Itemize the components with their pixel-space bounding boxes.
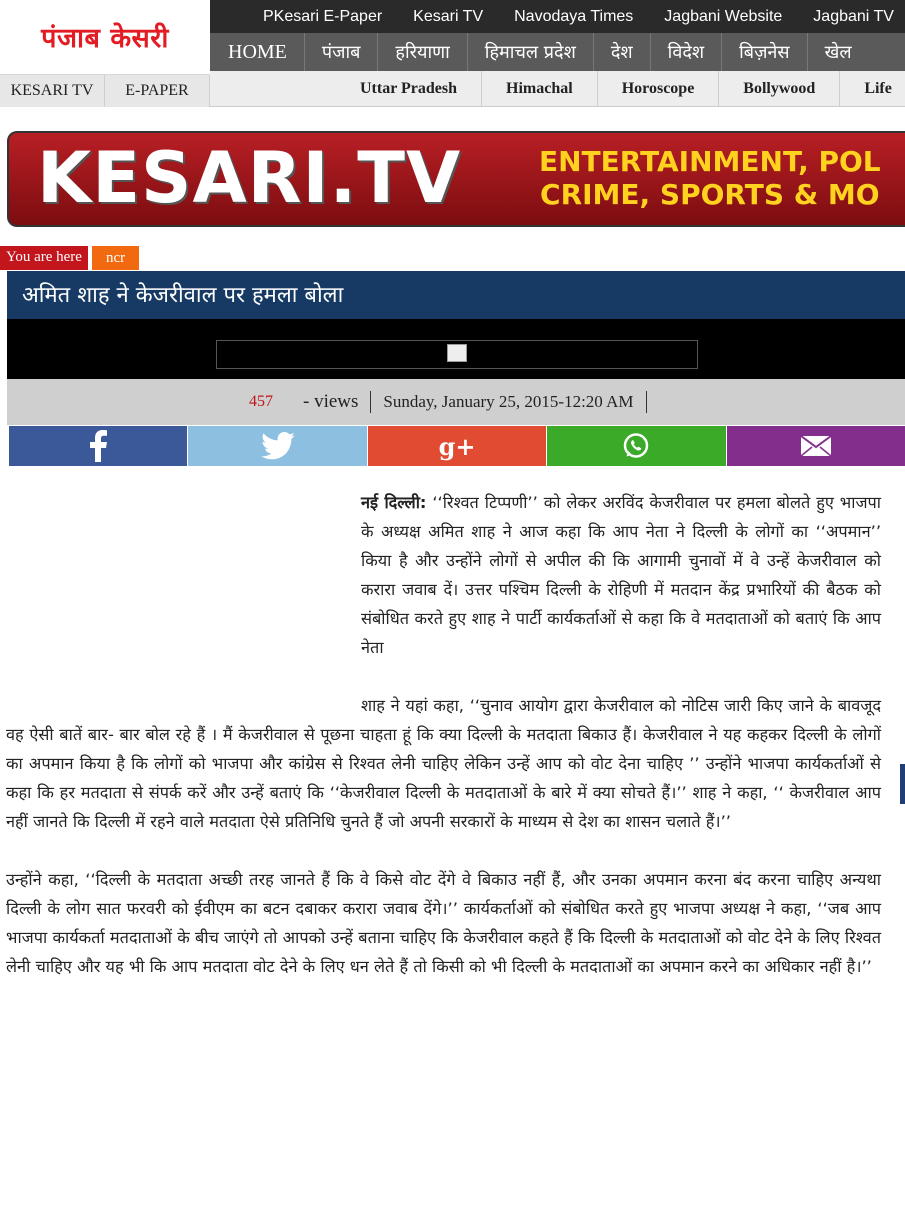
share-buttons (9, 426, 905, 466)
top-link-jagbani-website[interactable]: Jagbani Website (664, 7, 783, 25)
share-google-plus-button[interactable] (368, 426, 546, 466)
article-body (6, 488, 881, 981)
nav-home[interactable]: HOME (210, 33, 305, 71)
subnav-life[interactable]: Life (864, 79, 892, 97)
tab-kesari-tv[interactable]: KESARI TV (0, 75, 105, 107)
share-whatsapp-button[interactable] (547, 426, 725, 466)
breadcrumb-label: You are here (0, 246, 88, 270)
top-link-kesari-tv[interactable]: Kesari TV (413, 7, 484, 25)
twitter-icon (261, 432, 295, 460)
nav-himachal-pradesh[interactable]: हिमाचल प्रदेश (468, 33, 594, 71)
top-link-navodaya-times[interactable]: Navodaya Times (514, 7, 634, 25)
logo-text: पंजाब केसरी (41, 22, 169, 54)
subnav-uttar-pradesh[interactable]: Uttar Pradesh (210, 71, 482, 106)
kesari-tv-banner[interactable] (7, 131, 905, 227)
nav-desh[interactable]: देश (594, 33, 651, 71)
article-paragraph: नई दिल्ली: ‘‘रिश्वत टिप्पणी’’ को लेकर अरविंद केजरीवाल पर हमला बोलते हुए भाजपा के अध्यक्ष अमित शाह ने आज कहा कि आप नेता ने दिल्ली के लोगों का ‘‘अपमान’’ किया है और उन्होंने लोगों से अपील की कि आगामी चुनावों में वे उन्हें केजरीवाल को करारा जवाब दें। उत्तर पश्चिम दिल्ली के रोहिणी में मतदान केंद्र प्रभारियों की बैठक को संबोधित करते हुए शाह ने पार्टी कार्यकर्ताओं से कहा कि वे मतदाताओं को बताएं कि आप नेता (361, 493, 881, 657)
top-link-pkesari-epaper[interactable]: PKesari E-Paper (263, 7, 383, 25)
views-label: - views (303, 391, 359, 412)
article-title-bar (7, 271, 905, 319)
tab-e-paper[interactable]: E-PAPER (105, 75, 210, 107)
views-count: 457 (249, 393, 273, 410)
facebook-icon (87, 430, 109, 462)
meta-divider (370, 391, 371, 413)
share-email-button[interactable] (727, 426, 905, 466)
banner-brand: KESARI.TV (37, 137, 462, 219)
left-tabs (0, 74, 210, 107)
nav-business[interactable]: बिज़नेस (722, 33, 807, 71)
article-title: अमित शाह ने केजरीवाल पर हमला बोला (22, 283, 344, 308)
article-dateline: नई दिल्ली: (361, 493, 427, 512)
top-link-jagbani-tv[interactable]: Jagbani TV (813, 7, 894, 25)
main-nav (210, 33, 905, 71)
google-plus-icon: g+ (438, 431, 476, 461)
breadcrumb (0, 246, 139, 270)
nav-videsh[interactable]: विदेश (651, 33, 722, 71)
article-paragraph: उन्होंने कहा, ‘‘दिल्ली के मतदाता अच्छी तरह जानते हैं कि वे किसे वोट देंगे वे बिकाउ नहीं हैं, और उनका अपमान करना बंद करना चाहिए अन्यथा दिल्ली के लोग सात फरवरी को ईवीएम का बटन दबाकर करारा जवाब देंगे।’’ कार्यकर्ताओं को संबोधित करते हुए भाजपा अध्यक्ष ने कहा, ‘‘जब आप भाजपा कार्यकर्ता मतदाताओं के बीच जाएंगे तो आपको उन्हें बताना चाहिए कि केजरीवाल कहते हैं कि दिल्ली के मतदाताओं को वोट देने के लिए रिश्वत लेनी चाहिए और यह भी कि आप मतदाता वोट देने के लिए धन लेते हैं तो किसी को भी दिल्ली के मतदाताओं का अपमान करने का अधिकार नहीं है।’’ (6, 870, 881, 976)
article-meta (7, 379, 905, 425)
site-header (0, 0, 905, 106)
subnav-horoscope[interactable]: Horoscope (598, 71, 720, 106)
video-area (7, 319, 905, 379)
banner-tagline: ENTERTAINMENT, POL CRIME, SPORTS & MO (539, 145, 881, 211)
article-date: Sunday, January 25, 2015-12:20 AM (383, 392, 634, 411)
top-links-bar (210, 0, 905, 33)
nav-haryana[interactable]: हरियाणा (378, 33, 467, 71)
share-facebook-button[interactable] (9, 426, 187, 466)
share-twitter-button[interactable] (188, 426, 366, 466)
nav-punjab[interactable]: पंजाब (305, 33, 379, 71)
video-frame[interactable] (216, 340, 698, 369)
article-paragraph: शाह ने यहां कहा, ‘‘चुनाव आयोग द्वारा केजरीवाल को नोटिस जारी किए जाने के बावजूद वह ऐसी बातें बार- बार बोल रहे हैं । मैं केजरीवाल से पूछना चाहता हूं कि क्या दिल्ली के मतदाता बिकाउ हैं। केजरीवाल ने यह कहकर दिल्ली के लोगों का अपमान किया है कि लोगों को भाजपा और कांग्रेस से रिश्वत लेनी चाहिए लेकिन उन्हें आप को वोट देना चाहिए ’’ उन्होंने भाजपा कार्यकर्ताओं से कहा कि हर मतदाता से संपर्क करें और उन्हें बताएं कि ‘‘केजरीवाल दिल्ली के मतदाताओं के बारे में क्या सोचते हैं।’’ शाह ने कहा, ‘‘ केजरीवाल आप नहीं जानते कि दिल्ली में रहने वाले मतदाता ऐसे प्रतिनिधि चुनते हैं जो अपनी सरकारों के माध्यम से देश का शासन चलाते हैं।’’ (6, 696, 881, 831)
email-icon (800, 435, 832, 457)
meta-divider (646, 391, 647, 413)
site-logo[interactable] (0, 0, 210, 70)
broken-image-icon (447, 344, 467, 362)
nav-khel[interactable]: खेल (824, 42, 852, 63)
side-widget-edge[interactable] (900, 764, 905, 804)
sub-nav (210, 71, 905, 107)
whatsapp-icon (622, 432, 650, 460)
subnav-himachal[interactable]: Himachal (482, 71, 598, 106)
breadcrumb-category[interactable]: ncr (92, 246, 139, 270)
subnav-bollywood[interactable]: Bollywood (719, 71, 840, 106)
